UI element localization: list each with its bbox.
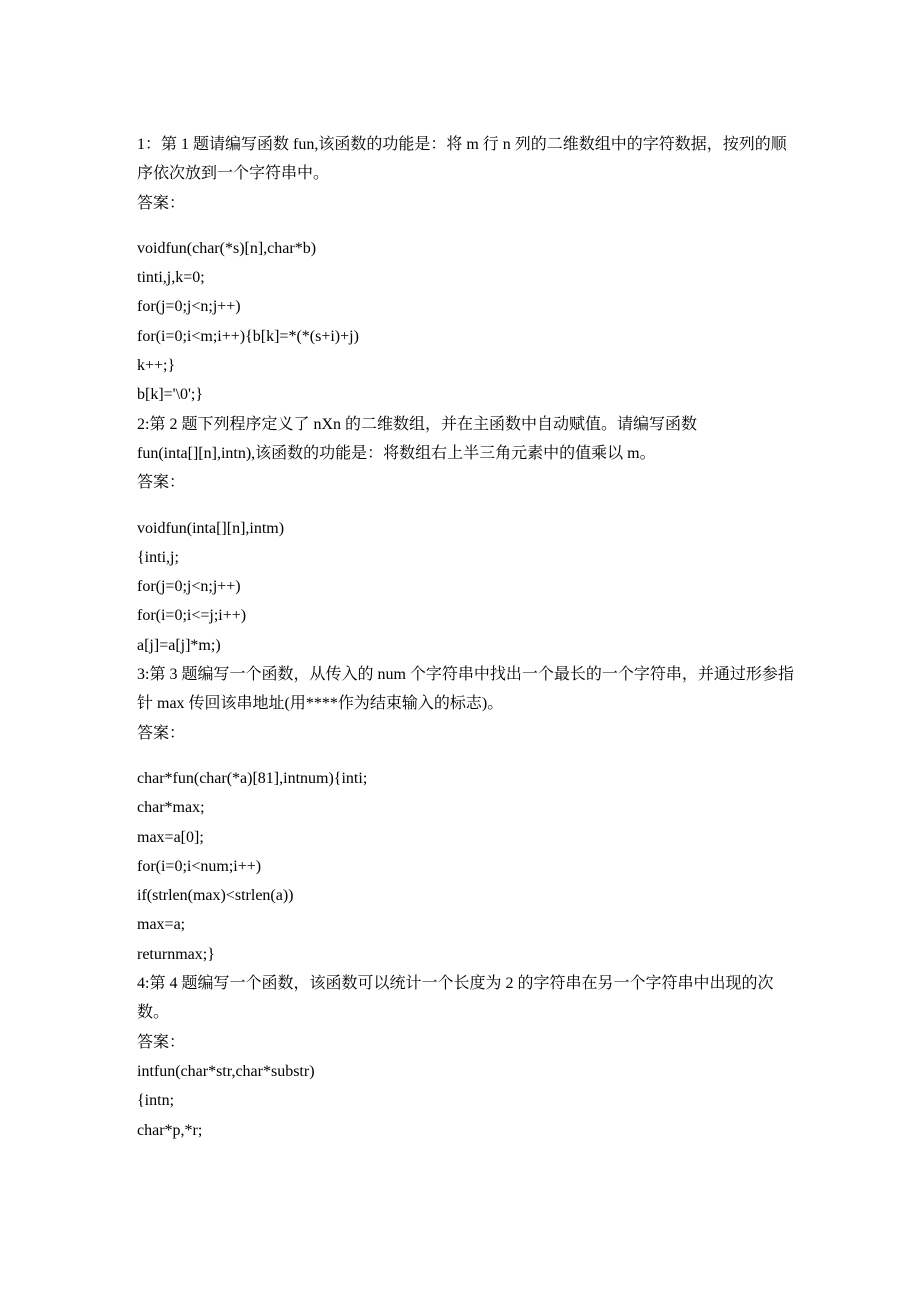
code-line: char*max; — [137, 799, 205, 817]
question-text: 2:第 2 题下列程序定义了 nXn 的二维数组，并在主函数中自动赋值。请编写函数 — [137, 415, 698, 433]
code-line: max=a[0]; — [137, 828, 204, 846]
question-text: 4:第 4 题编写一个函数，该函数可以统计一个长度为 2 的字符串在另一个字符串中出现的次 — [137, 975, 774, 993]
code-line: char*p,*r; — [137, 1121, 203, 1139]
code-line: max=a; — [137, 916, 186, 934]
question-2 — [137, 410, 787, 660]
question-1 — [137, 130, 787, 410]
code-line: returnmax;} — [137, 945, 215, 963]
question-4 — [137, 969, 787, 1145]
code-line: b[k]='\0';} — [137, 386, 204, 404]
code-line: for(j=0;j<n;j++) — [137, 298, 241, 316]
code-line: char*fun(char(*a)[81],intnum){inti; — [137, 769, 368, 787]
answer-label: 答案： — [137, 474, 186, 492]
answer-label: 答案： — [137, 1033, 186, 1051]
code-line: intfun(char*str,char*substr) — [137, 1062, 315, 1080]
answer-label: 答案： — [137, 724, 186, 742]
code-line: voidfun(inta[][n],intm) — [137, 519, 285, 537]
code-line: tinti,j,k=0; — [137, 269, 205, 287]
spacer — [137, 498, 787, 514]
code-line: {inti,j; — [137, 548, 179, 566]
code-line: k++;} — [137, 357, 176, 375]
question-text: 针 max 传回该串地址(用****作为结束输入的标志)。 — [137, 695, 504, 713]
question-text: 序依次放到一个字符串中。 — [137, 165, 330, 183]
answer-label: 答案： — [137, 194, 186, 212]
spacer — [137, 218, 787, 234]
code-line: a[j]=a[j]*m;) — [137, 636, 221, 654]
code-line: for(i=0;i<=j;i++) — [137, 607, 247, 625]
question-text: 数。 — [137, 1004, 170, 1022]
question-3 — [137, 660, 794, 969]
document-page — [137, 130, 794, 1145]
question-text: fun(inta[][n],intn),该函数的功能是：将数组右上半三角元素中的值乘以 m。 — [137, 444, 656, 462]
code-line: {intn; — [137, 1092, 175, 1110]
code-line: for(i=0;i<m;i++){b[k]=*(*(s+i)+j) — [137, 327, 359, 345]
code-line: if(strlen(max)<strlen(a)) — [137, 887, 294, 905]
code-line: for(j=0;j<n;j++) — [137, 578, 241, 596]
question-text: 3:第 3 题编写一个函数，从传入的 num 个字符串中找出一个最长的一个字符串，并通过形参指 — [137, 666, 794, 684]
code-line: for(i=0;i<num;i++) — [137, 857, 262, 875]
question-text: 1：第 1 题请编写函数 fun,该函数的功能是：将 m 行 n 列的二维数组中的字符数据，按列的顺 — [137, 136, 787, 153]
code-line: voidfun(char(*s)[n],char*b) — [137, 239, 317, 257]
spacer — [137, 748, 787, 764]
